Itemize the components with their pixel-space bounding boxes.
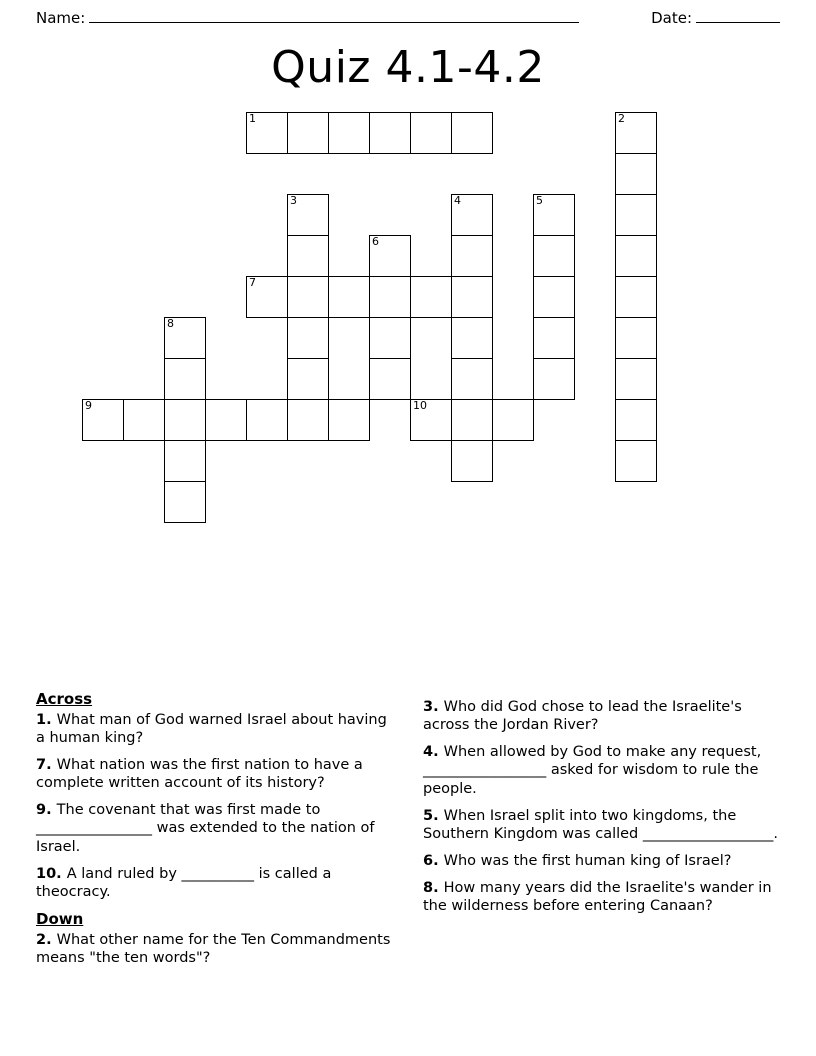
cell-number: 6 xyxy=(372,234,379,248)
date-field-group xyxy=(637,8,780,27)
crossword-cell[interactable] xyxy=(533,194,575,236)
clue-text: What other name for the Ten Commandments means "the ten words"? xyxy=(36,931,391,966)
crossword-cell[interactable] xyxy=(246,276,288,318)
crossword-cell[interactable] xyxy=(287,276,329,318)
crossword-cell[interactable] xyxy=(246,112,288,154)
clue-item xyxy=(423,698,780,734)
crossword-cell[interactable] xyxy=(615,112,657,154)
crossword-cell[interactable] xyxy=(451,399,493,441)
crossword-cell[interactable] xyxy=(287,317,329,359)
clue-number: 9. xyxy=(36,802,57,819)
clue-text: What man of God warned Israel about having a human king? xyxy=(36,711,387,746)
clue-item xyxy=(423,743,780,797)
crossword-cell[interactable] xyxy=(451,112,493,154)
clues-column-right xyxy=(423,690,780,976)
clue-text: The covenant that was first made to ________________ was extended to the nation of Israel. xyxy=(36,802,375,855)
worksheet-header xyxy=(36,0,780,27)
crossword-cell[interactable] xyxy=(451,440,493,482)
cell-number: 8 xyxy=(167,316,174,330)
crossword-cell[interactable] xyxy=(369,358,411,400)
clue-number: 5. xyxy=(423,807,444,824)
crossword-cell[interactable] xyxy=(164,481,206,523)
clue-item xyxy=(36,931,393,967)
clue-item xyxy=(423,879,780,915)
crossword-cell[interactable] xyxy=(615,153,657,195)
cell-number: 4 xyxy=(454,193,461,207)
crossword-cell[interactable] xyxy=(615,235,657,277)
clue-text: When allowed by God to make any request, _________________ asked for wisdom to rule the people. xyxy=(423,744,762,797)
clues-section xyxy=(36,690,780,976)
crossword-cell[interactable] xyxy=(287,399,329,441)
clue-text: How many years did the Israelite's wander in the wilderness before entering Canaan? xyxy=(423,880,772,915)
clue-item xyxy=(36,711,393,747)
date-label: Date: xyxy=(651,9,692,27)
clue-number: 2. xyxy=(36,931,57,948)
crossword-cell[interactable] xyxy=(82,399,124,441)
clue-item xyxy=(423,807,780,843)
crossword-cell[interactable] xyxy=(287,235,329,277)
cell-number: 3 xyxy=(290,193,297,207)
crossword-cell[interactable] xyxy=(615,399,657,441)
clue-number: 4. xyxy=(423,744,444,761)
crossword-cell[interactable] xyxy=(533,276,575,318)
clue-text: What nation was the first nation to have a complete written account of its history? xyxy=(36,757,363,792)
cell-number: 5 xyxy=(536,193,543,207)
date-input-line[interactable] xyxy=(696,8,780,23)
clue-number: 7. xyxy=(36,757,57,773)
clue-item xyxy=(36,865,393,901)
clue-item xyxy=(36,801,393,855)
cell-number: 1 xyxy=(249,111,256,125)
crossword-cell[interactable] xyxy=(533,317,575,359)
crossword-cell[interactable] xyxy=(615,358,657,400)
crossword-cell[interactable] xyxy=(533,235,575,277)
clues-heading: Down xyxy=(36,909,84,928)
cell-number: 9 xyxy=(85,398,92,412)
crossword-cell[interactable] xyxy=(369,276,411,318)
clue-item xyxy=(36,756,393,792)
clue-number: 6. xyxy=(423,852,444,869)
clue-number: 8. xyxy=(423,880,444,896)
crossword-cell[interactable] xyxy=(410,276,452,318)
crossword-cell[interactable] xyxy=(533,358,575,400)
crossword-cell[interactable] xyxy=(451,235,493,277)
crossword-grid[interactable] xyxy=(36,112,780,552)
crossword-cell[interactable] xyxy=(164,399,206,441)
clue-number: 10. xyxy=(36,865,67,882)
crossword-cell[interactable] xyxy=(328,399,370,441)
cell-number: 2 xyxy=(618,111,625,125)
clues-heading: Across xyxy=(36,690,93,708)
crossword-cell[interactable] xyxy=(164,440,206,482)
crossword-cell[interactable] xyxy=(615,276,657,318)
crossword-cell[interactable] xyxy=(615,194,657,236)
crossword-cell[interactable] xyxy=(410,112,452,154)
crossword-cell[interactable] xyxy=(492,399,534,441)
clues-column-left xyxy=(36,690,393,976)
page-title: Quiz 4.1-4.2 xyxy=(271,42,545,93)
crossword-cell[interactable] xyxy=(615,317,657,359)
crossword-cell[interactable] xyxy=(287,194,329,236)
crossword-cell[interactable] xyxy=(410,399,452,441)
crossword-cell[interactable] xyxy=(123,399,165,441)
crossword-cell[interactable] xyxy=(451,276,493,318)
crossword-cell[interactable] xyxy=(615,440,657,482)
crossword-cell[interactable] xyxy=(205,399,247,441)
crossword-cell[interactable] xyxy=(164,317,206,359)
crossword-cell[interactable] xyxy=(451,194,493,236)
crossword-cell[interactable] xyxy=(287,358,329,400)
crossword-cell[interactable] xyxy=(369,112,411,154)
clue-text: When Israel split into two kingdoms, the Southern Kingdom was called __________________. xyxy=(423,807,778,842)
crossword-cell[interactable] xyxy=(369,317,411,359)
cell-number: 10 xyxy=(413,398,427,412)
name-label: Name: xyxy=(36,9,86,27)
clue-text: A land ruled by __________ is called a theocracy. xyxy=(36,865,332,900)
name-field-group xyxy=(36,8,637,27)
crossword-cell[interactable] xyxy=(451,358,493,400)
crossword-cell[interactable] xyxy=(328,276,370,318)
crossword-cell[interactable] xyxy=(246,399,288,441)
crossword-cell[interactable] xyxy=(287,112,329,154)
clue-item xyxy=(423,852,780,870)
crossword-cell[interactable] xyxy=(451,317,493,359)
cell-number: 7 xyxy=(249,275,256,289)
crossword-cell[interactable] xyxy=(164,358,206,400)
crossword-cell[interactable] xyxy=(369,235,411,277)
clue-number: 1. xyxy=(36,711,57,728)
name-input-line[interactable] xyxy=(89,8,579,23)
clue-text: Who was the first human king of Israel? xyxy=(443,852,732,869)
clue-number: 3. xyxy=(423,699,444,715)
clue-text: Who did God chose to lead the Israelite's across the Jordan River? xyxy=(423,699,742,734)
crossword-cell[interactable] xyxy=(328,112,370,154)
